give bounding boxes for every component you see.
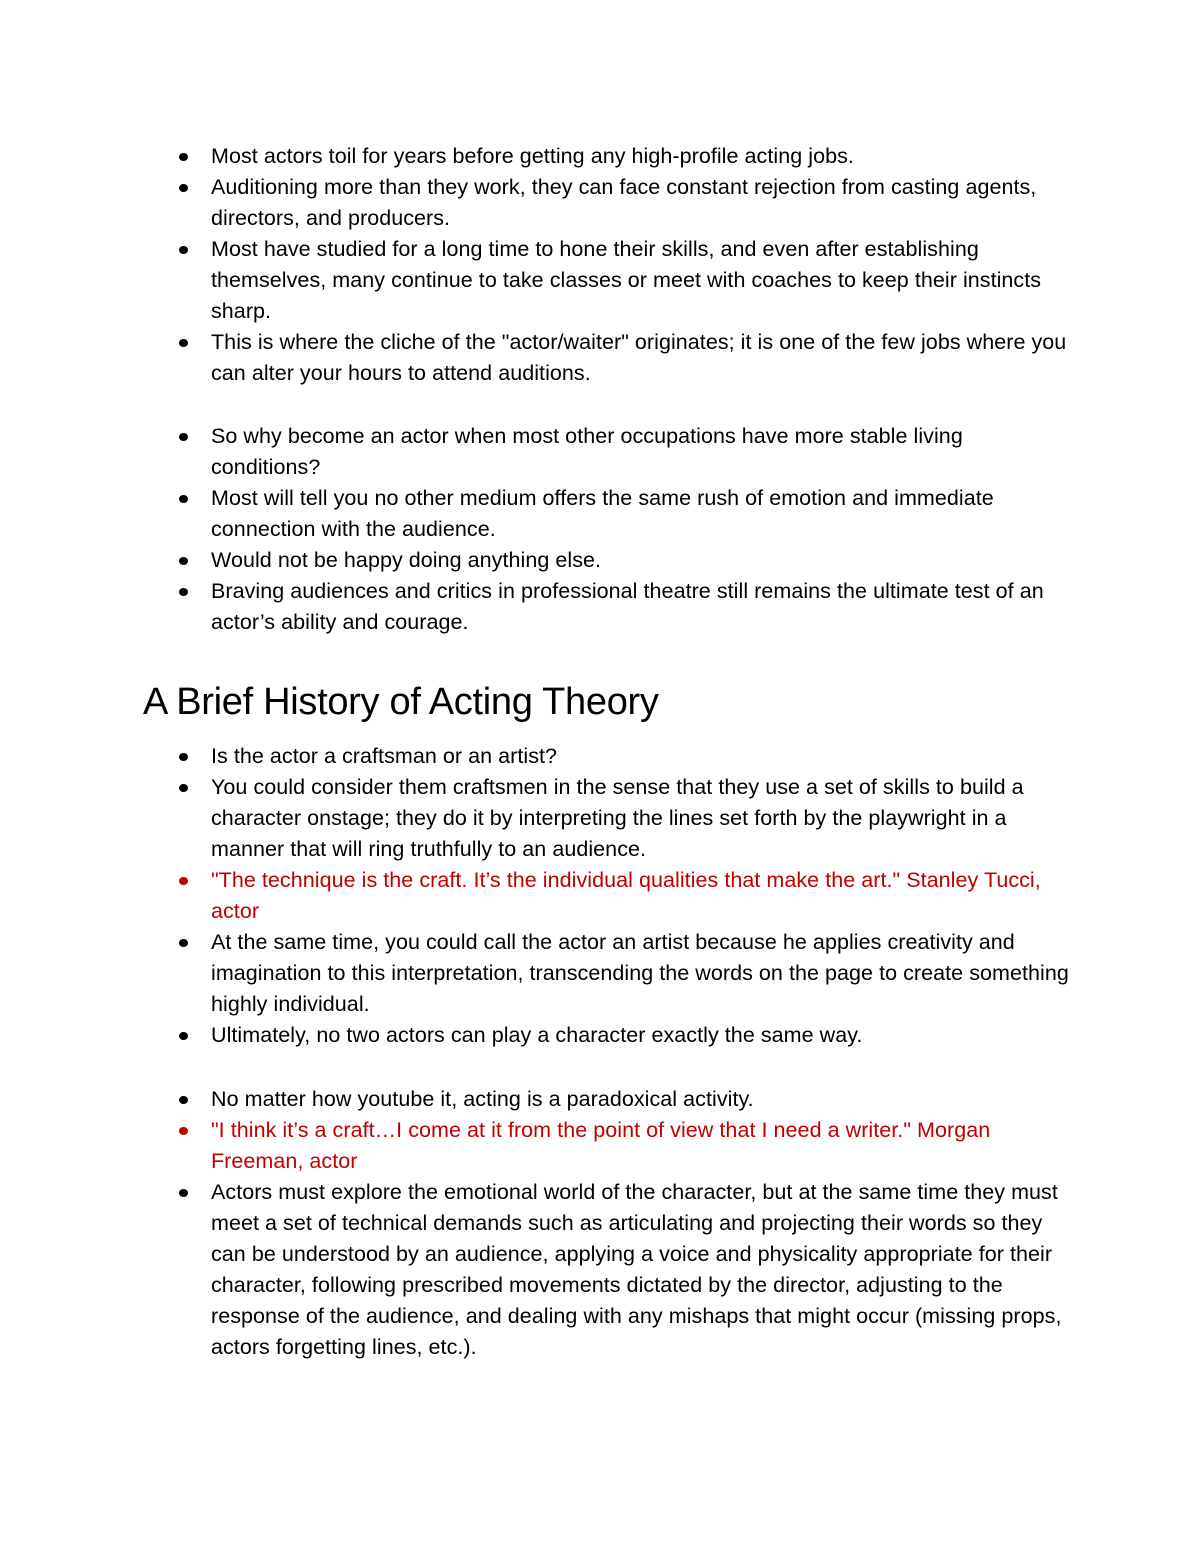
bullet-icon: [179, 877, 188, 885]
list-item-text: Most will tell you no other medium offers the same rush of emotion and immediate connection with the audience.: [211, 486, 994, 541]
bullet-icon: [179, 184, 188, 192]
bullet-list-challenges: [176, 141, 1076, 389]
list-item: [176, 1020, 1076, 1051]
bullet-icon: [179, 939, 188, 947]
bullet-icon: [179, 588, 188, 596]
bullet-icon: [179, 1127, 188, 1135]
list-item: [176, 172, 1076, 234]
list-item: [176, 772, 1076, 865]
quote-text: "The technique is the craft. It’s the individual qualities that make the art." Stanley Tucci, actor: [211, 868, 1041, 923]
list-item: [176, 141, 1076, 172]
bullet-icon: [179, 753, 188, 761]
list-item-text: Would not be happy doing anything else.: [211, 548, 602, 572]
list-item: [176, 483, 1076, 545]
bullet-icon: [179, 339, 188, 347]
bullet-icon: [179, 433, 188, 441]
list-item-text: So why become an actor when most other occupations have more stable living conditions?: [211, 424, 963, 479]
bullet-icon: [179, 557, 188, 565]
bullet-list-paradox: [176, 1084, 1076, 1363]
list-item-text: This is where the cliche of the "actor/waiter" originates; it is one of the few jobs where you can alter your hours to attend auditions.: [211, 330, 1067, 385]
list-item: [176, 741, 1076, 772]
list-item-text: Ultimately, no two actors can play a character exactly the same way.: [211, 1023, 863, 1047]
list-item-text: Most actors toil for years before getting any high-profile acting jobs.: [211, 144, 854, 168]
quote-list-item: [176, 1115, 1076, 1177]
quote-text: "I think it’s a craft…I come at it from the point of view that I need a writer." Morgan Freeman, actor: [211, 1118, 991, 1173]
list-item: [176, 327, 1076, 389]
list-item: [176, 545, 1076, 576]
bullet-icon: [179, 784, 188, 792]
quote-list-item: [176, 865, 1076, 927]
bullet-list-motivation: [176, 421, 1076, 638]
section-heading: A Brief History of Acting Theory: [143, 681, 659, 723]
bullet-icon: [179, 1189, 188, 1197]
list-item-text: Actors must explore the emotional world of the character, but at the same time they must meet a set of technical demands such as articulating and projecting their words so they can be understood by an audience, applying a voice and physicality appropriate for their character, following prescribed movements dictated by the director, adjusting to the response of the audience, and dealing with any mishaps that might occur (missing props, actors forgetting lines, etc.).: [211, 1180, 1062, 1359]
list-item-text: Is the actor a craftsman or an artist?: [211, 744, 558, 768]
list-item-text: No matter how youtube it, acting is a paradoxical activity.: [211, 1087, 754, 1111]
bullet-icon: [179, 1032, 188, 1040]
list-item: [176, 927, 1076, 1020]
bullet-icon: [179, 246, 188, 254]
list-item: [176, 1177, 1076, 1363]
list-item-text: Most have studied for a long time to hone their skills, and even after establishing themselves, many continue to take classes or meet with coaches to keep their instincts sharp.: [211, 237, 1042, 323]
list-item-text: Braving audiences and critics in professional theatre still remains the ultimate test of an actor’s ability and courage.: [211, 579, 1044, 634]
list-item: [176, 234, 1076, 327]
bullet-icon: [179, 495, 188, 503]
list-item-text: You could consider them craftsmen in the sense that they use a set of skills to build a character onstage; they do it by interpreting the lines set forth by the playwright in a manner that will ring truthfully to an audience.: [211, 775, 1024, 861]
bullet-list-craft-or-art: [176, 741, 1076, 1051]
bullet-icon: [179, 153, 188, 161]
list-item-text: At the same time, you could call the actor an artist because he applies creativity and imagination to this interpretation, transcending the words on the page to create something highly individual.: [211, 930, 1069, 1016]
list-item: [176, 1084, 1076, 1115]
list-item-text: Auditioning more than they work, they can face constant rejection from casting agents, directors, and producers.: [211, 175, 1037, 230]
list-item: [176, 576, 1076, 638]
list-item: [176, 421, 1076, 483]
bullet-icon: [179, 1096, 188, 1104]
